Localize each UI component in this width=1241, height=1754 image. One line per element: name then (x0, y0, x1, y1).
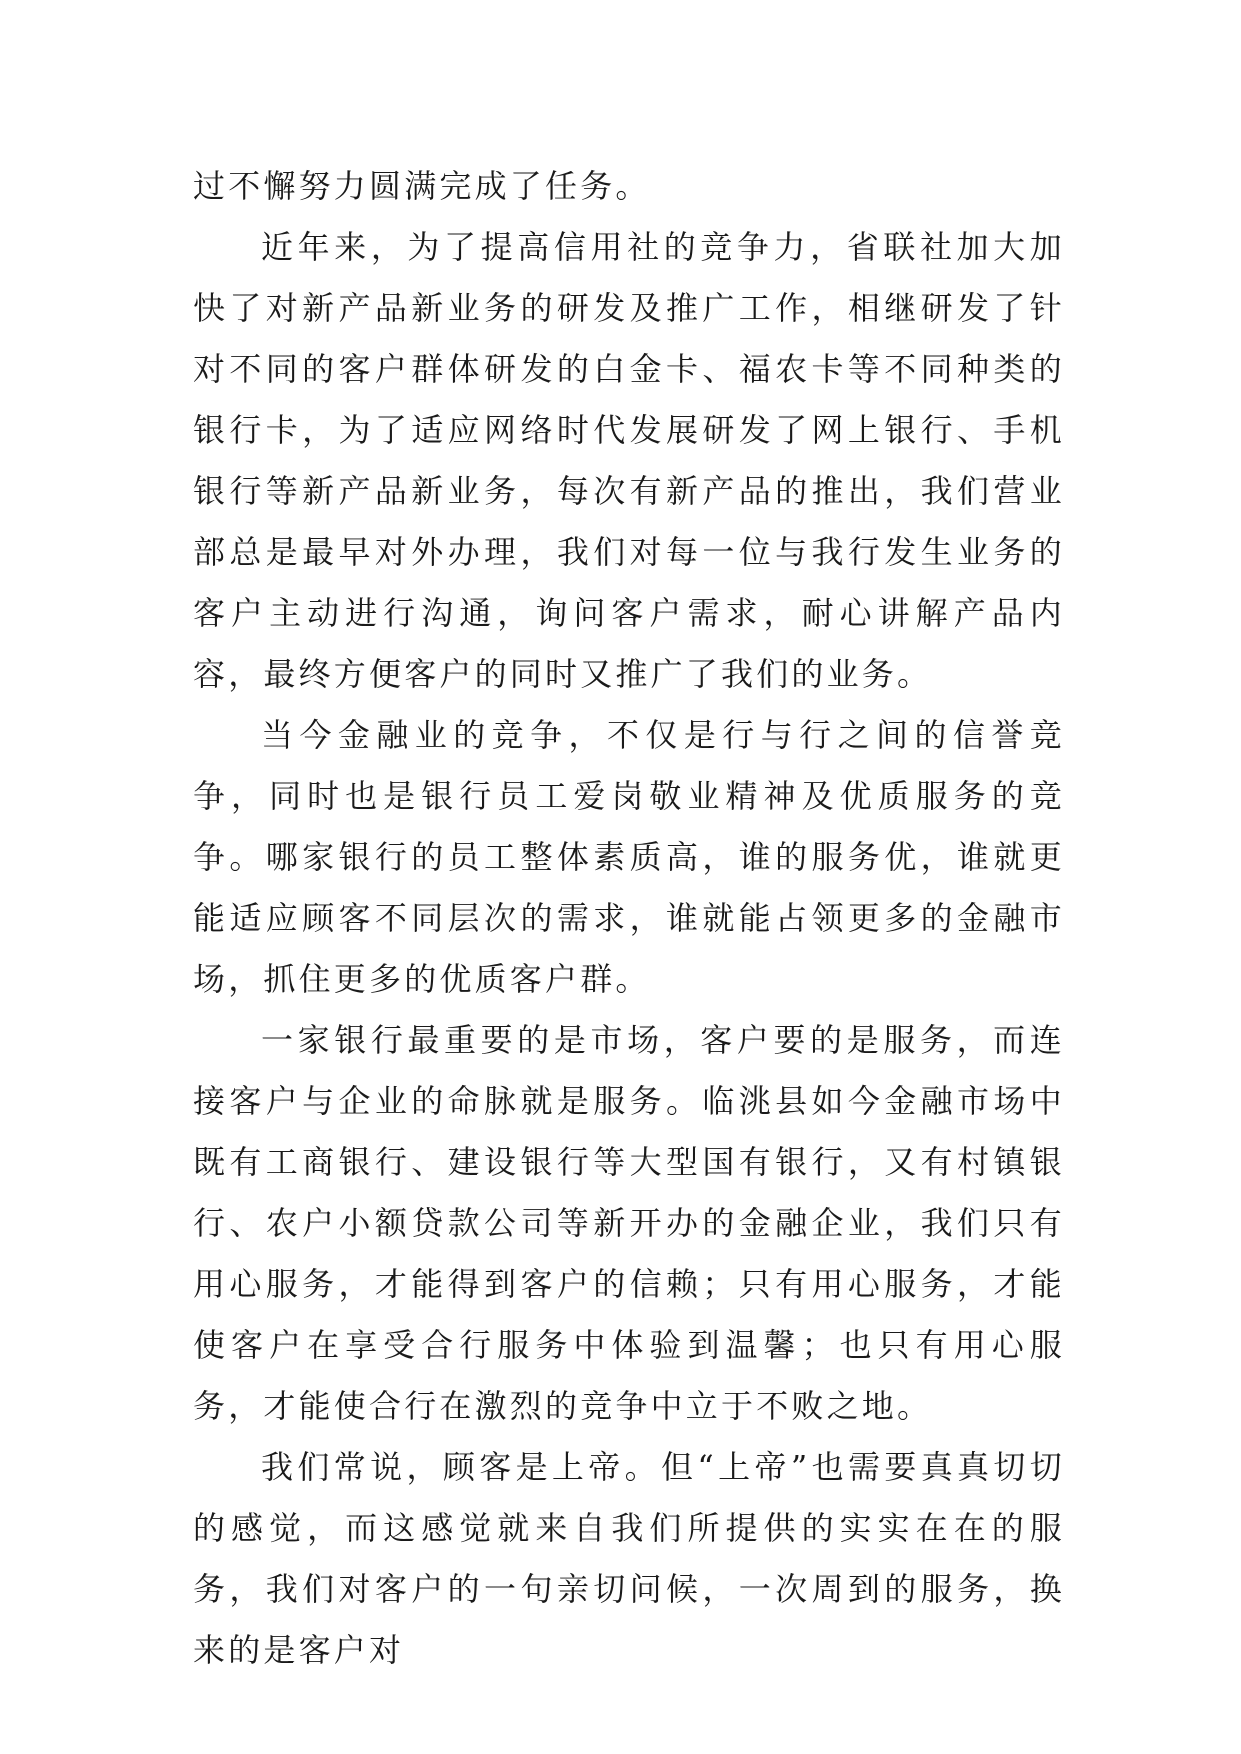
paragraph-1: 过不懈努力圆满完成了任务。 (193, 167, 651, 205)
paragraph-3: 当今金融业的竞争，不仅是行与行之间的信誉竞争，同时也是银行员工爱岗敬业精神及优质服务的竞争。哪家银行的员工整体素质高，谁的服务优，谁就更能适应顾客不同层次的需求，谁就能占领更多的金融市场，抓住更多的优质客户群。 (193, 716, 1065, 998)
paragraph-5: 我们常说，顾客是上帝。但“上帝”也需要真真切切的感觉，而这感觉就来自我们所提供的实实在在的服务，我们对客户的一句亲切问候，一次周到的服务，换来的是客户对 (193, 1448, 1065, 1669)
paragraph-4: 一家银行最重要的是市场，客户要的是服务，而连接客户与企业的命脉就是服务。临洮县如今金融市场中既有工商银行、建设银行等大型国有银行，又有村镇银行、农户小额贷款公司等新开办的金融企业，我们只有用心服务，才能得到客户的信赖；只有用心服务，才能使客户在享受合行服务中体验到温馨；也只有用心服务，才能使合行在激烈的竞争中立于不败之地。 (193, 1021, 1065, 1425)
document-body (193, 156, 1065, 1681)
paragraph-2: 近年来，为了提高信用社的竞争力，省联社加大加快了对新产品新业务的研发及推广工作，相继研发了针对不同的客户群体研发的白金卡、福农卡等不同种类的银行卡，为了适应网络时代发展研发了网上银行、手机银行等新产品新业务，每次有新产品的推出，我们营业部总是最早对外办理，我们对每一位与我行发生业务的客户主动进行沟通，询问客户需求，耐心讲解产品内容，最终方便客户的同时又推广了我们的业务。 (193, 228, 1065, 693)
